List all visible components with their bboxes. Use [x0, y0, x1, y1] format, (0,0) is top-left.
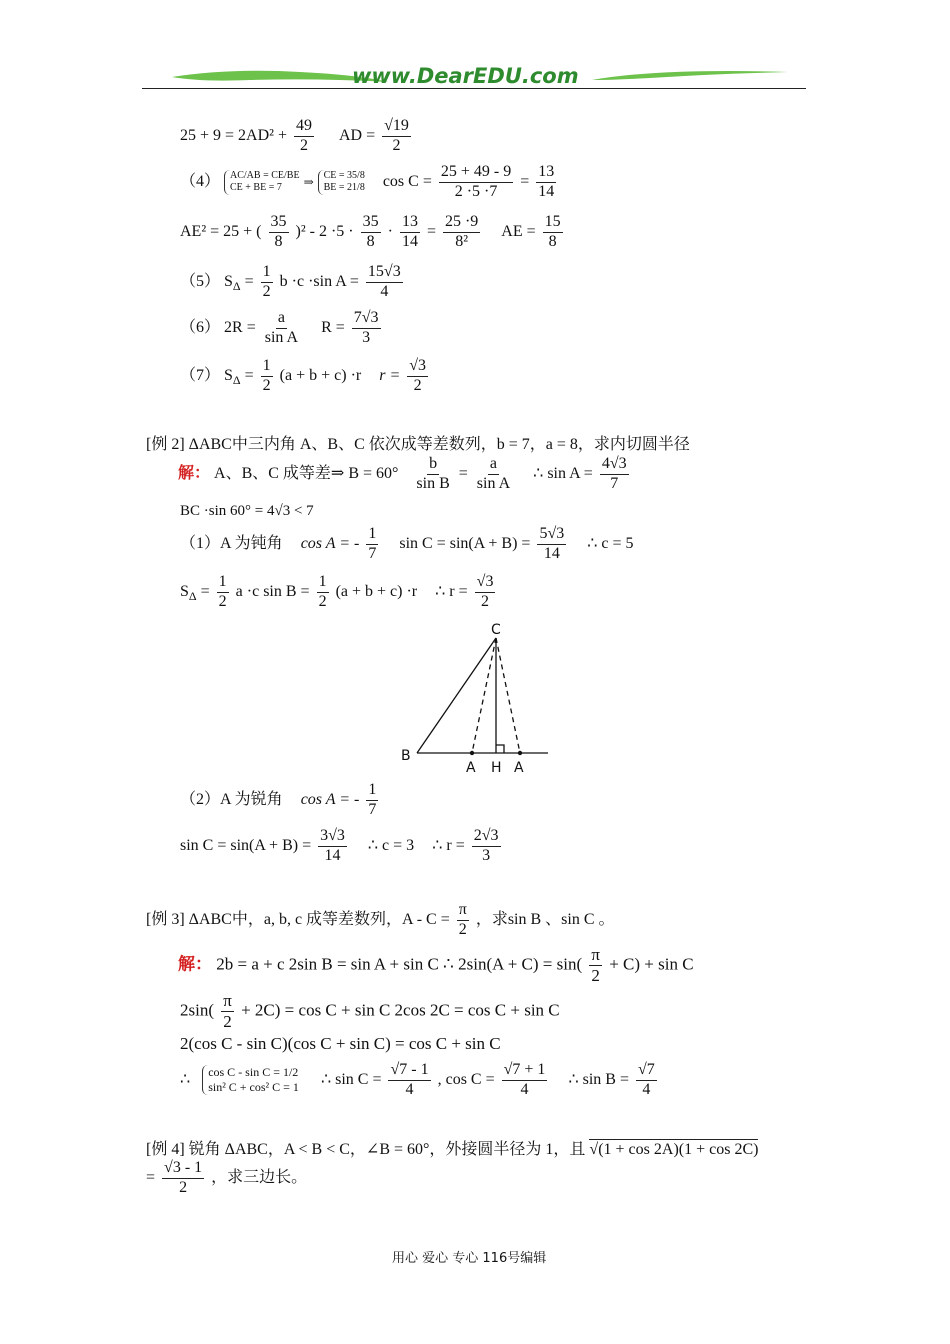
equation-system: AC/AB = CE/BE CE + BE = 7 — [224, 170, 300, 195]
fraction: $\frac{1}{7}$ — [368, 525, 377, 562]
eq-text: )² - 2 ·5 · — [295, 222, 354, 240]
fraction: $\frac{35}{8}$ — [270, 213, 287, 250]
eq-text: 25 + 9 = 2AD² + — [180, 126, 287, 144]
eq-text: = — [244, 366, 254, 384]
eq-line-ae — [180, 214, 566, 251]
fraction: $\frac{3√3}{14}$ — [320, 827, 345, 864]
subscript: Δ — [232, 373, 241, 388]
ex3-step-1 — [178, 946, 694, 985]
eq-text: (a + b + c) ·r — [335, 582, 418, 600]
ex3-step-4 — [180, 1062, 660, 1099]
case-label: （2）A 为锐角 — [180, 790, 283, 808]
fraction: $\frac{√7}{4}$ — [637, 1061, 655, 1098]
fraction: $\frac{\pi}{2}$ — [591, 945, 600, 985]
item-number: （7） — [180, 366, 221, 384]
eq-text: AE² = 25 + ( — [180, 222, 262, 240]
eq-text: ，求三边长。 — [211, 1168, 308, 1186]
label-a2: A — [514, 760, 524, 776]
fraction: $\frac{a}{\text{sin A}}$ — [264, 309, 299, 346]
ex2-step-3 — [180, 526, 634, 563]
eq-text: S — [224, 272, 233, 290]
eq-text: ∴ — [180, 1070, 191, 1088]
eq-text: ，求sin B 、sin C 。 — [475, 910, 615, 928]
fraction: $\frac{25 \cdot 9}{\text{8²}}$ — [444, 213, 479, 250]
eq-text: ∴ sin B = — [568, 1070, 629, 1088]
eq-line-6 — [180, 310, 384, 347]
eq-text: = — [200, 582, 210, 600]
eq-text: = — [244, 272, 254, 290]
equation-system: CE = 35/8 BE = 21/8 — [318, 170, 365, 195]
fraction: $\frac{√3}{2}$ — [476, 573, 494, 610]
page-footer: 用心 爱心 专心 116号编辑 — [392, 1251, 547, 1266]
site-logo-text: www.DearEDU.com — [352, 64, 579, 88]
eq-text: S — [224, 366, 233, 384]
eq-text: ∴ c = 5 — [587, 534, 634, 552]
fraction: $\frac{a}{\text{sin A}}$ — [476, 455, 511, 492]
solution-label: 解： — [178, 464, 211, 482]
eq-text: ∴ c = 3 — [367, 836, 415, 854]
fraction: $\frac{13}{14}$ — [401, 213, 418, 250]
item-number: （4） — [180, 172, 221, 190]
fraction: $\frac{√7 + 1}{4}$ — [503, 1061, 546, 1098]
eq-text: AE = — [501, 222, 536, 240]
eq-text: b ·c ·sin A = — [279, 272, 359, 290]
ex2-step-2: BC ·sin 60° = 4√3 < 7 — [180, 503, 314, 519]
example-2-title: [例 2] ΔABC中三内角 A、B、C 依次成等差数列，b = 7，a = 8，求内切圆半径 — [146, 436, 690, 453]
eq-text: R = — [321, 318, 345, 336]
eq-text: cos A = - — [300, 534, 360, 552]
site-header — [140, 62, 810, 94]
eq-line-4 — [180, 164, 559, 201]
fraction: $\frac{1}{2}$ — [262, 263, 271, 300]
ex2-step-4 — [180, 574, 498, 611]
fraction: $\frac{2√3}{3}$ — [473, 827, 499, 864]
eq-text: [例 3] ΔABC中，a, b, c 成等差数列，A - C = — [146, 910, 450, 928]
eq-text: cos A = - — [300, 790, 360, 808]
fraction: $\frac{5√3}{14}$ — [539, 525, 565, 562]
eq-text: , cos C = — [437, 1070, 495, 1088]
fraction: $\frac{1}{7}$ — [368, 781, 377, 818]
fraction: $\frac{1}{2}$ — [218, 573, 227, 610]
example-4-title — [146, 1136, 758, 1159]
case-label: （1）A 为钝角 — [180, 534, 283, 552]
eq-text: A、B、C 成等差⇒ B = 60° — [214, 464, 399, 482]
eq-line-5 — [180, 264, 406, 301]
fraction: $\frac{13}{14}$ — [538, 163, 555, 200]
eq-text: · — [387, 222, 393, 240]
eq-text: ∴ sin C = — [320, 1070, 382, 1088]
label-b: B — [401, 748, 411, 764]
ex2-step-6 — [180, 828, 504, 865]
eq-text: r = — [379, 366, 401, 384]
sqrt-expression: √(1 + cos 2A)(1 + cos 2C) — [589, 1141, 759, 1158]
eq-text: a ·c sin B = — [235, 582, 310, 600]
fraction: $\frac{35}{8}$ — [362, 213, 379, 250]
dashed-side-ca2 — [496, 638, 520, 753]
label-c: C — [491, 622, 501, 638]
eq-text: = — [426, 222, 436, 240]
fraction: $\frac{√3}{2}$ — [409, 357, 427, 394]
eq-text: = — [520, 172, 530, 190]
eq-text: = — [458, 464, 468, 482]
fraction: $\frac{25 + 49 - 9}{2 \cdot 5 \cdot 7}$ — [440, 163, 512, 200]
fraction: $\frac{7√3}{3}$ — [353, 309, 379, 346]
eq-text: = — [146, 1168, 156, 1186]
eq-text: [例 4] 锐角 ΔABC，A < B < C，∠B = 60°，外接圆半径为 1，且 — [146, 1141, 586, 1158]
fraction: $\frac{49}{2}$ — [295, 117, 312, 154]
eq-text: ∴ r = — [432, 836, 465, 854]
label-h: H — [491, 760, 502, 776]
fraction: $\frac{15√3}{4}$ — [367, 263, 401, 300]
example-3-title — [146, 902, 615, 939]
ex3-step-2 — [180, 992, 560, 1031]
fraction: $\frac{15}{8}$ — [544, 213, 561, 250]
fraction: $\frac{\pi}{2}$ — [223, 991, 232, 1031]
fraction: $\frac{1}{2}$ — [262, 357, 271, 394]
subscript: Δ — [188, 589, 197, 604]
eq-text: + C) + sin C — [609, 954, 694, 974]
eq-text: ∴ r = — [435, 582, 468, 600]
right-angle-mark — [496, 745, 504, 753]
eq-text: 2R = — [224, 318, 256, 336]
label-a1: A — [466, 760, 476, 776]
ex2-step-1 — [178, 456, 632, 493]
fraction: $\frac{4√3}{7}$ — [601, 455, 627, 492]
solution-label: 解： — [178, 954, 212, 974]
eq-text: + 2C) = cos C + sin C 2cos 2C = cos C + sin C — [241, 1000, 560, 1020]
fraction: $\frac{\pi}{2}$ — [458, 901, 467, 938]
fraction: $\frac{√19}{2}$ — [384, 117, 409, 154]
example-4-line-2 — [146, 1160, 307, 1197]
fraction: $\frac{b}{\text{sin B}}$ — [416, 455, 450, 492]
fraction: $\frac{√7 - 1}{4}$ — [390, 1061, 429, 1098]
eq-text: 2sin( — [180, 1000, 214, 1020]
header-swoosh-right — [590, 66, 790, 84]
eq-text: cos C = — [382, 172, 432, 190]
header-rule — [142, 88, 806, 89]
eq-text: AD = — [338, 126, 376, 144]
eq-text: sin C = sin(A + B) = — [180, 836, 312, 854]
eq-text: 2b = a + c 2sin B = sin A + sin C ∴ 2sin(A + C) = sin( — [216, 954, 583, 974]
item-number: （6） — [180, 318, 221, 336]
implies-symbol: ⇒ — [303, 174, 314, 189]
subscript: Δ — [232, 279, 241, 294]
item-number: （5） — [180, 272, 221, 290]
eq-text: (a + b + c) ·r — [279, 366, 362, 384]
point-a2 — [518, 751, 522, 755]
point-a1 — [470, 751, 474, 755]
ex2-step-5 — [180, 782, 381, 819]
eq-line-7 — [180, 358, 431, 395]
fraction: $\frac{1}{2}$ — [318, 573, 327, 610]
equation-system: cos C - sin C = 1/2 sin² C + cos² C = 1 — [202, 1065, 299, 1095]
eq-line-ad — [180, 118, 414, 155]
eq-text: sin C = sin(A + B) = — [399, 534, 531, 552]
ex3-step-3: 2(cos C - sin C)(cos C + sin C) = cos C + sin C — [180, 1034, 501, 1053]
fraction: $\frac{√3 - 1}{2}$ — [164, 1159, 203, 1196]
triangle-figure — [395, 618, 560, 778]
eq-text: S — [180, 582, 189, 600]
eq-text: ∴ sin A = — [533, 464, 593, 482]
